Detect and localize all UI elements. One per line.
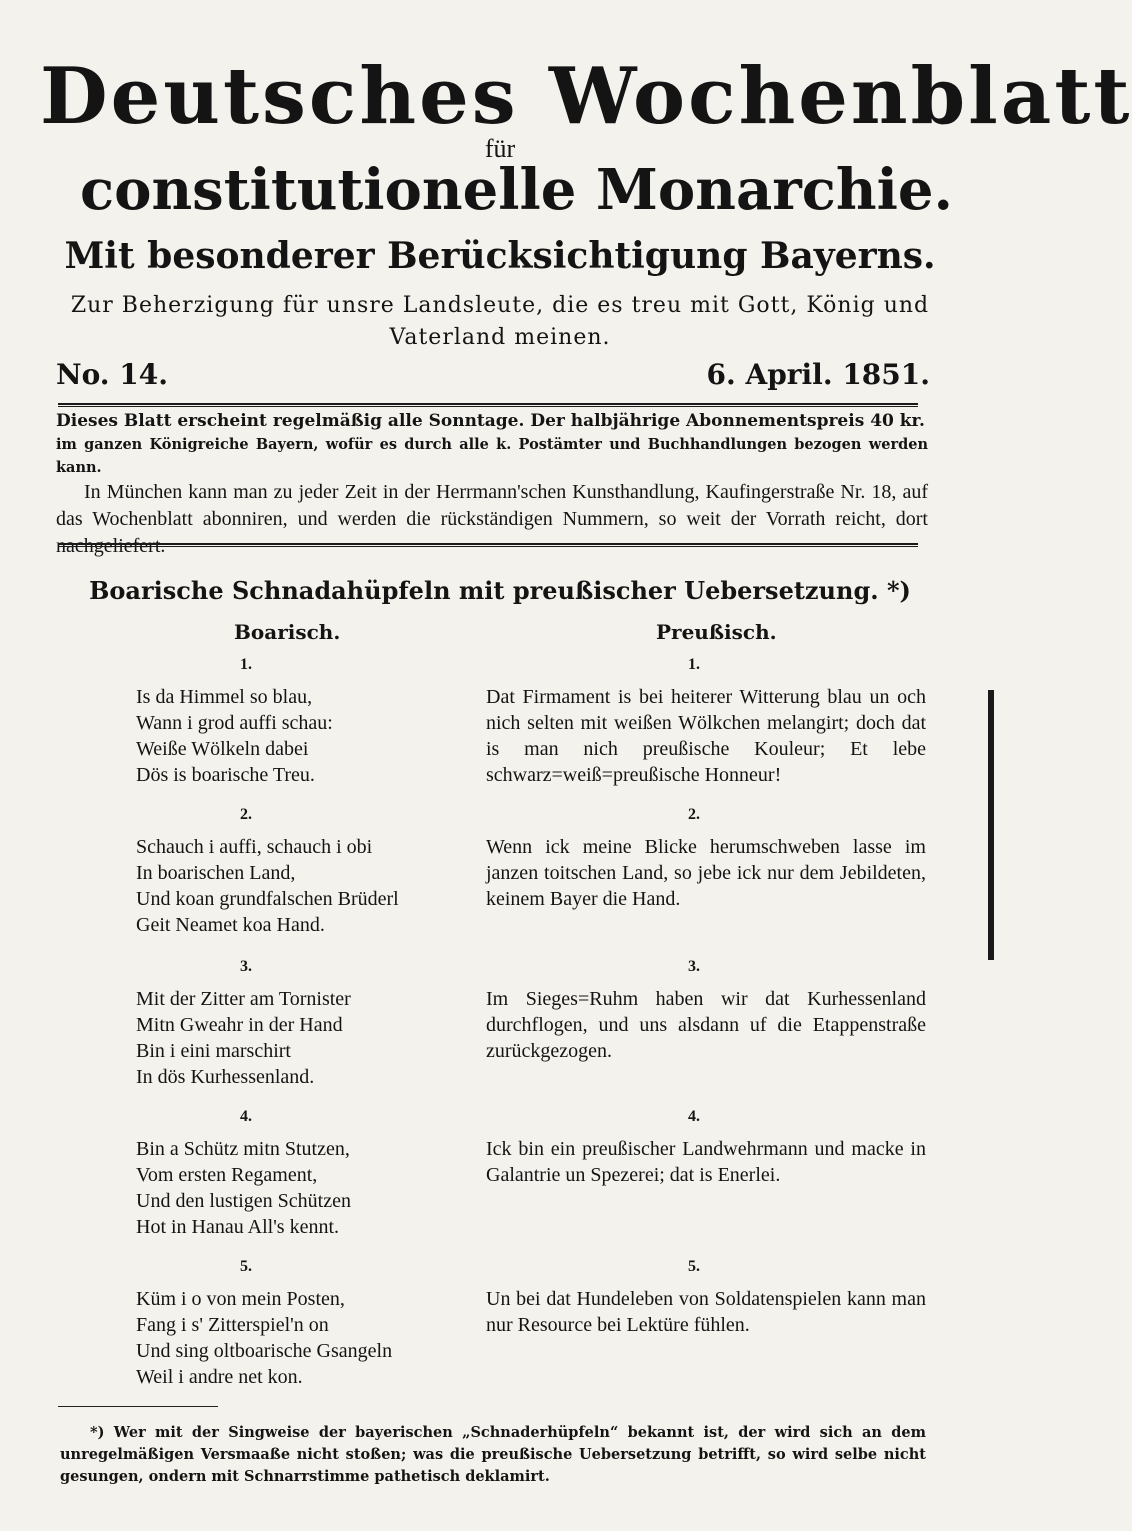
poem-title: Boarische Schnadahüpfeln mit preußischer Uebersetzung. *) — [89, 576, 911, 605]
subscription-notice — [56, 410, 928, 560]
footnote: *) Wer mit der Singweise der bayerischen „Schnaderhüpfeln“ bekannt ist, der wird sich an dem unregelmäßigen Versmaaße nicht stoßen; was die preußische Uebersetzung betrifft, so wird selbe nicht gesungen, ondern mit Schnarrstimme pathetisch deklamirt. — [60, 1424, 926, 1485]
verse-line: Vom ersten Regament, — [136, 1164, 318, 1186]
issue-number: No. 14. — [56, 358, 168, 391]
verse-translation: Ick bin ein preußischer Landwehrmann und macke in Galantrie un Spezerei; dat is Enerlei. — [486, 1138, 926, 1186]
verse-number: 5. — [240, 1258, 252, 1275]
verse-number: 2. — [688, 806, 700, 823]
verse-number: 2. — [240, 806, 252, 823]
verse-number: 1. — [688, 656, 700, 673]
verse-line: Küm i o von mein Posten, — [136, 1288, 345, 1310]
verse-line: In boarischen Land, — [136, 862, 296, 884]
verse-line: Weil i andre net kon. — [136, 1366, 303, 1388]
verse-line: Und sing oltboarische Gsangeln — [136, 1340, 393, 1362]
verse-line: In dös Kurhessenland. — [136, 1066, 315, 1088]
verse-line: Wann i grod auffi schau: — [136, 712, 333, 734]
divider-rule — [58, 543, 918, 545]
verse-number: 1. — [240, 656, 252, 673]
verse-line: Mit der Zitter am Tornister — [136, 988, 351, 1010]
column-heading-boarisch: Boarisch. — [234, 620, 341, 644]
divider-rule — [58, 406, 918, 407]
footnote-rule — [58, 1406, 218, 1407]
verse-line: Weiße Wölkeln dabei — [136, 738, 309, 760]
verse-line: Geit Neamet koa Hand. — [136, 914, 325, 936]
divider-rule — [58, 546, 918, 547]
verse-line: Is da Himmel so blau, — [136, 686, 313, 708]
notice-paragraph: In München kann man zu jeder Zeit in der Herrmann'schen Kunsthandlung, Kaufingerstraße Nr. 18, auf das Wochenblatt abonniren, und werden die rückständigen Nummern, so weit der Vorrath reicht, dort nachgeliefert. — [56, 481, 928, 557]
column-heading-preussisch: Preußisch. — [656, 620, 777, 644]
verse-line: Bin a Schütz mitn Stutzen, — [136, 1138, 350, 1160]
masthead-subtitle: constitutionelle Monarchie. — [80, 157, 953, 223]
verse-number: 3. — [688, 958, 700, 975]
verse-number: 3. — [240, 958, 252, 975]
masthead-title: Deutsches Wochenblatt — [40, 51, 1132, 142]
verse-line: Dös is boarische Treu. — [136, 764, 315, 786]
verse-translation: Wenn ick meine Blicke herumschweben lasse im janzen toitschen Land, so jebe ick nur dem Jebildeten, keinem Bayer die Hand. — [486, 836, 926, 910]
verse-line: Und den lustigen Schützen — [136, 1190, 351, 1212]
issue-date: 6. April. 1851. — [706, 358, 930, 391]
verse-line: Schauch i auffi, schauch i obi — [136, 836, 373, 858]
verse-line: Und koan grundfalschen Brüderl — [136, 888, 399, 910]
notice-line-1: Dieses Blatt erscheint regelmäßig alle Sonntage. Der halbjährige Abonnementspreis 40 kr. — [56, 411, 925, 431]
verse-translation: Im Sieges=Ruhm haben wir dat Kurhessenland durchflogen, und uns alsdann uf die Etappenstraße zurückgezogen. — [486, 988, 926, 1062]
masthead-subtitle-2: Mit besonderer Berücksichtigung Bayerns. — [64, 235, 936, 277]
verse-line: Fang i s' Zitterspiel'n on — [136, 1314, 329, 1336]
scan-edge-mark — [988, 690, 994, 960]
divider-rule — [58, 403, 918, 405]
verse-translation: Dat Firmament is bei heiterer Witterung blau un och nich selten mit weißen Wölkchen melangirt; doch dat is man nich preußische Kouleur; Et lebe schwarz=weiß=preußische Honneur! — [486, 686, 926, 786]
verse-number: 5. — [688, 1258, 700, 1275]
verse-number: 4. — [688, 1108, 700, 1125]
verse-number: 4. — [240, 1108, 252, 1125]
verse-translation: Un bei dat Hundeleben von Soldatenspielen kann man nur Resource bei Lektüre fühlen. — [486, 1288, 926, 1336]
verse-line: Mitn Gweahr in der Hand — [136, 1014, 343, 1036]
verse-line: Bin i eini marschirt — [136, 1040, 291, 1062]
masthead-fuer: für — [484, 134, 516, 163]
masthead-motto: Zur Beherzigung für unsre Landsleute, die es treu mit Gott, König und Vaterland meinen. — [70, 293, 930, 350]
notice-line-2: im ganzen Königreiche Bayern, wofür es durch alle k. Postämter und Buchhandlungen bezogen werden kann. — [56, 436, 928, 476]
verse-line: Hot in Hanau All's kennt. — [136, 1216, 340, 1238]
issue-row — [56, 358, 930, 392]
